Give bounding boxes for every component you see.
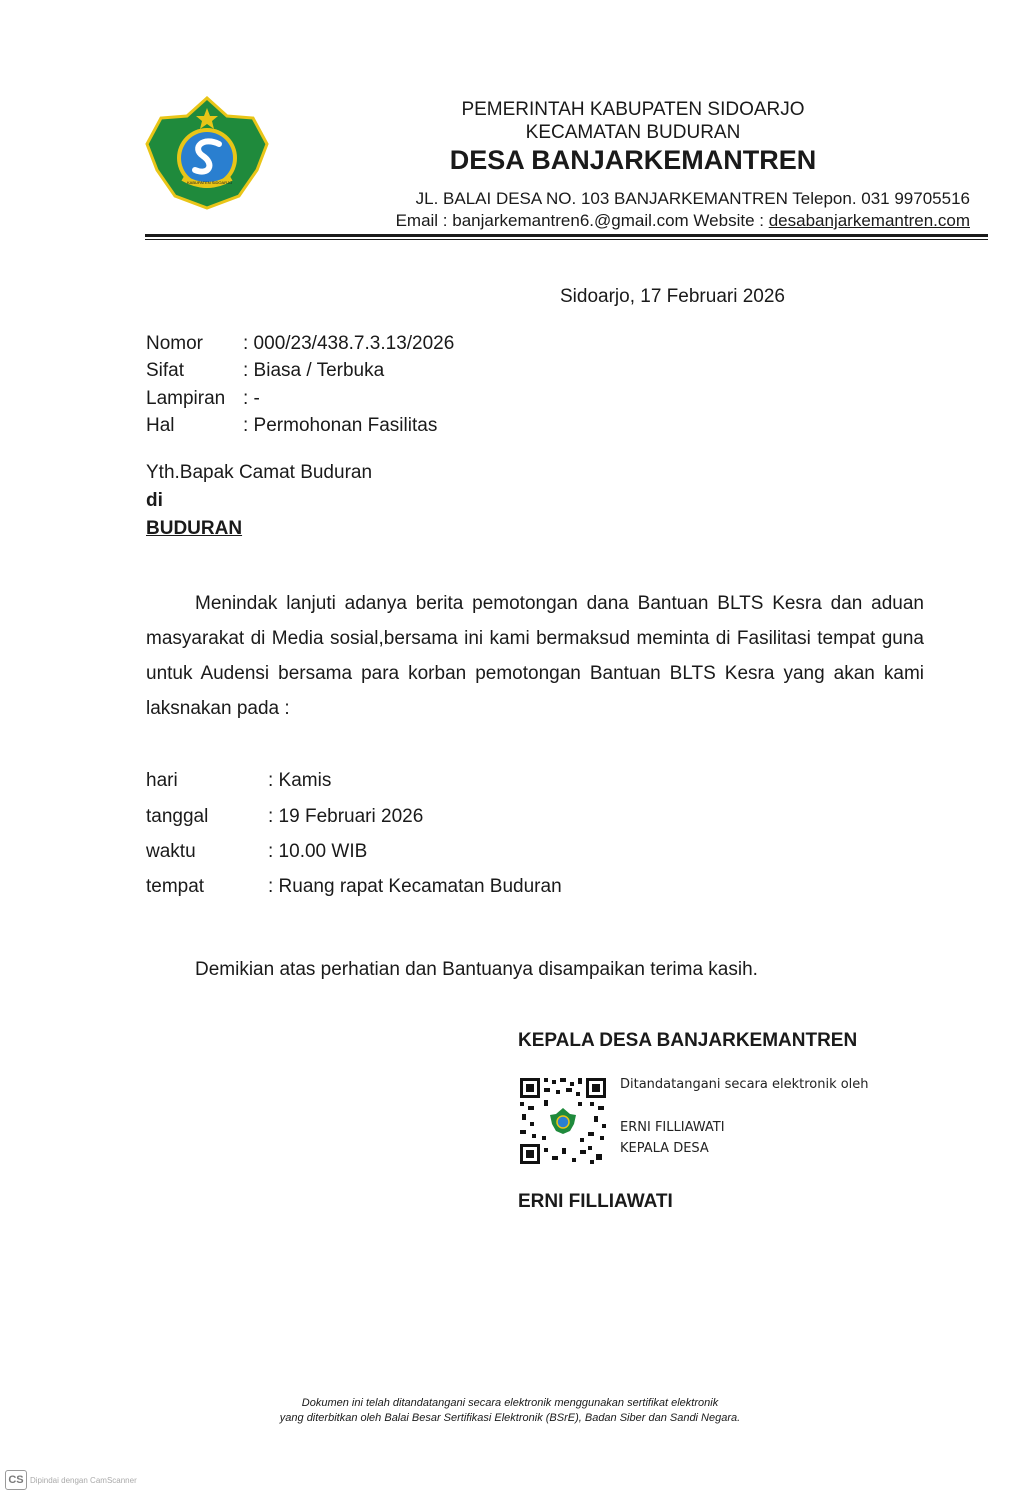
schedule-value-waktu: : 10.00 WIB [268,841,368,862]
meta-value-nomor: : 000/23/438.7.3.13/2026 [243,333,455,354]
footer-line-1: Dokumen ini telah ditandatangani secara elektronik menggunakan sertifikat elektronik [301,1397,719,1409]
signatory-title: KEPALA DESA BANJARKEMANTREN [518,1030,858,1051]
camscanner-icon: CS [5,1470,27,1490]
logo-ribbon-text: KABUPATEN SIDOARJO [187,180,233,185]
recipient-name: Yth.Bapak Camat Buduran [146,462,373,483]
recipient-place: BUDURAN [146,518,243,539]
schedule-value-tempat: : Ruang rapat Kecamatan Buduran [268,876,562,897]
qr-code-icon [518,1076,608,1166]
government-name: PEMERINTAH KABUPATEN SIDOARJO [461,99,805,120]
schedule-label-waktu: waktu [146,841,196,862]
closing-sentence: Demikian atas perhatian dan Bantuanya disampaikan terima kasih. [195,959,758,980]
schedule-value-hari: : Kamis [268,770,332,791]
district-name: KECAMATAN BUDURAN [525,122,741,143]
schedule-label-tempat: tempat [146,876,205,897]
esign-note: Ditandatangani secara elektronik oleh [620,1077,869,1092]
meta-label-nomor: Nomor [146,333,204,354]
recipient-di: di [146,490,163,511]
body-paragraph: Menindak lanjuti adanya berita pemotongan dana Bantuan BLTS Kesra dan aduan masyarakat di Media sosial,bersama ini kami bermaksud meminta di Fasilitasi tempat guna untuk Audensi bersama para korban pemotongan Bantuan BLTS Kesra yang akan kami laksnakan pada : [146,593,924,719]
meta-value-lampiran: : - [243,388,260,409]
contact-line [300,211,970,231]
signatory-name: ERNI FILLIAWATI [518,1191,673,1212]
village-name: DESA BANJARKEMANTREN [449,145,817,175]
email-text: Email : banjarkemantren6.@gmail.com Website : [395,211,769,230]
schedule-value-tanggal: : 19 Februari 2026 [268,806,424,827]
address-line: JL. BALAI DESA NO. 103 BANJARKEMANTREN Telepon. 031 99705516 [415,189,970,208]
website-link[interactable]: desabanjarkemantren.com [768,211,970,230]
meta-label-lampiran: Lampiran [146,388,226,409]
meta-value-hal: : Permohonan Fasilitas [243,415,438,436]
esign-position: KEPALA DESA [620,1141,709,1156]
esign-name: ERNI FILLIAWATI [620,1120,725,1135]
regency-logo [143,96,271,212]
meta-label-hal: Hal [146,415,175,436]
camscanner-watermark: Dipindai dengan CamScanner [30,1476,137,1485]
schedule-label-tanggal: tanggal [146,806,209,827]
letterhead-rule-thin [145,239,988,240]
schedule-label-hari: hari [146,770,178,791]
letter-date: Sidoarjo, 17 Februari 2026 [560,286,785,307]
meta-value-sifat: : Biasa / Terbuka [243,360,385,381]
footer-line-2: yang diterbitkan oleh Balai Besar Sertifikasi Elektronik (BSrE), Badan Siber dan Sandi Negara. [279,1412,741,1424]
meta-label-sifat: Sifat [146,360,185,381]
letterhead-rule-thick [145,234,988,237]
